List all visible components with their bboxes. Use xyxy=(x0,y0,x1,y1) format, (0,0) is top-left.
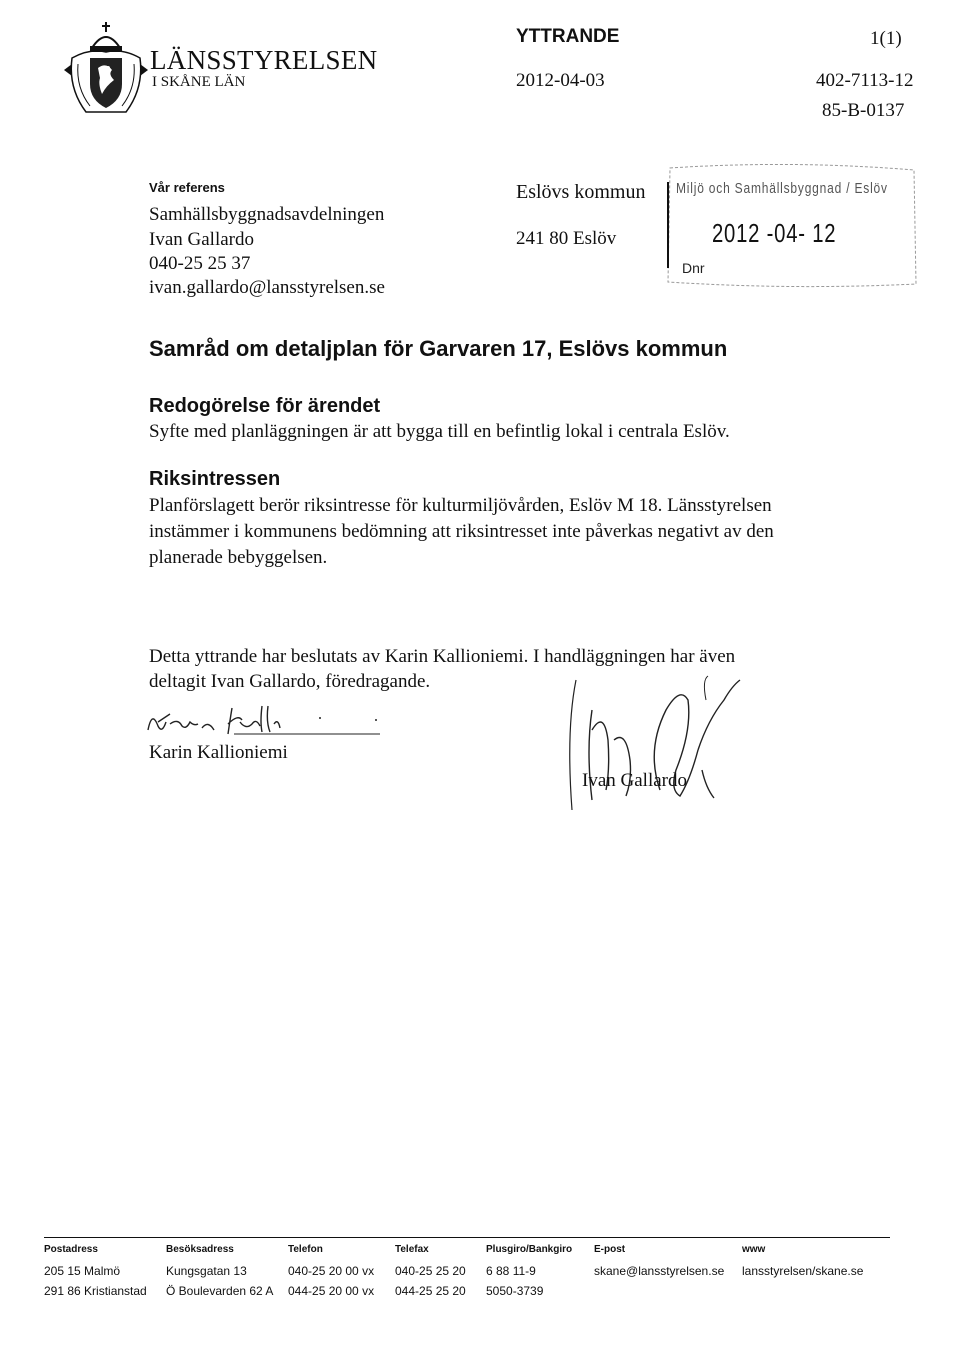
paragraph-line: planerade bebyggelsen. xyxy=(149,547,328,568)
footer-cell: 040-25 20 00 vx xyxy=(288,1264,375,1278)
footer-cell: 6 88 11-9 xyxy=(486,1264,536,1278)
sender-phone: 040-25 25 37 xyxy=(149,253,251,274)
signature-karin xyxy=(144,700,394,746)
footer-header-phone: Telefon xyxy=(288,1244,323,1255)
sender-heading: Vår referens xyxy=(149,180,225,195)
footer-website[interactable]: lansstyrelsen/skane.se xyxy=(742,1264,864,1278)
footer-cell: 044-25 20 00 vx xyxy=(288,1284,375,1298)
footer-cell: 044-25 25 20 xyxy=(395,1284,466,1298)
sender-department: Samhällsbyggnadsavdelningen xyxy=(149,204,385,225)
signer-name: Ivan Gallardo xyxy=(582,770,687,791)
signer-name: Karin Kallioniemi xyxy=(149,742,288,763)
footer-cell: Ö Boulevarden 62 A xyxy=(166,1284,274,1298)
footer-cell: Kungsgatan 13 xyxy=(166,1264,247,1278)
sender-name: Ivan Gallardo xyxy=(149,229,254,250)
recipient-address: 241 80 Eslöv xyxy=(516,228,617,249)
footer-header-fax: Telefax xyxy=(395,1244,429,1255)
decision-line: Detta yttrande har beslutats av Karin Kallioniemi. I handläggningen har även xyxy=(149,646,736,667)
organization-name: LÄNSSTYRELSEN xyxy=(150,45,378,75)
footer-cell: 5050-3739 xyxy=(486,1284,544,1298)
paragraph-line: Planförslagett berör riksintresse för kulturmiljövården, Eslöv M 18. Länsstyrelsen xyxy=(149,495,772,516)
footer-email[interactable]: skane@lansstyrelsen.se xyxy=(594,1264,725,1278)
footer-cell: 205 15 Malmö xyxy=(44,1264,121,1278)
section-heading-national-interests: Riksintressen xyxy=(149,468,281,490)
sender-email: ivan.gallardo@lansstyrelsen.se xyxy=(149,277,385,298)
case-reference: 85-B-0137 xyxy=(822,100,905,121)
footer-header-postal: Postadress xyxy=(44,1244,98,1255)
coat-of-arms-logo xyxy=(62,18,150,118)
stamp-organization: Miljö och Samhällsbyggnad / Eslöv xyxy=(676,180,888,197)
organization-subtitle: I SKÅNE LÄN xyxy=(152,74,246,90)
footer-header-www: www xyxy=(742,1244,766,1255)
document-type: YTTRANDE xyxy=(516,26,620,47)
footer-divider xyxy=(44,1237,890,1238)
recipient-name: Eslövs kommun xyxy=(516,181,646,203)
document-title: Samråd om detaljplan för Garvaren 17, Eslövs kommun xyxy=(149,336,728,361)
section-heading-background: Redogörelse för ärendet xyxy=(149,395,381,417)
stamp-dnr-label: Dnr xyxy=(682,260,705,276)
page-number: 1(1) xyxy=(870,28,902,49)
section-text-background: Syfte med planläggningen är att bygga till en befintlig lokal i centrala Eslöv. xyxy=(149,421,730,442)
decision-line: deltagit Ivan Gallardo, föredragande. xyxy=(149,671,431,692)
footer-header-email: E-post xyxy=(594,1244,626,1255)
signature-ivan xyxy=(556,670,768,820)
document-date: 2012-04-03 xyxy=(516,70,605,91)
footer-header-visit: Besöksadress xyxy=(166,1244,234,1255)
footer-header-giro: Plusgiro/Bankgiro xyxy=(486,1244,573,1255)
footer-cell: 040-25 25 20 xyxy=(395,1264,466,1278)
reference-number: 402-7113-12 xyxy=(816,70,914,91)
paragraph-line: instämmer i kommunens bedömning att riksintresset inte påverkas negativt av den xyxy=(149,521,774,542)
stamp-date: 2012 -04- 12 xyxy=(712,218,837,248)
footer-cell: 291 86 Kristianstad xyxy=(44,1284,147,1298)
